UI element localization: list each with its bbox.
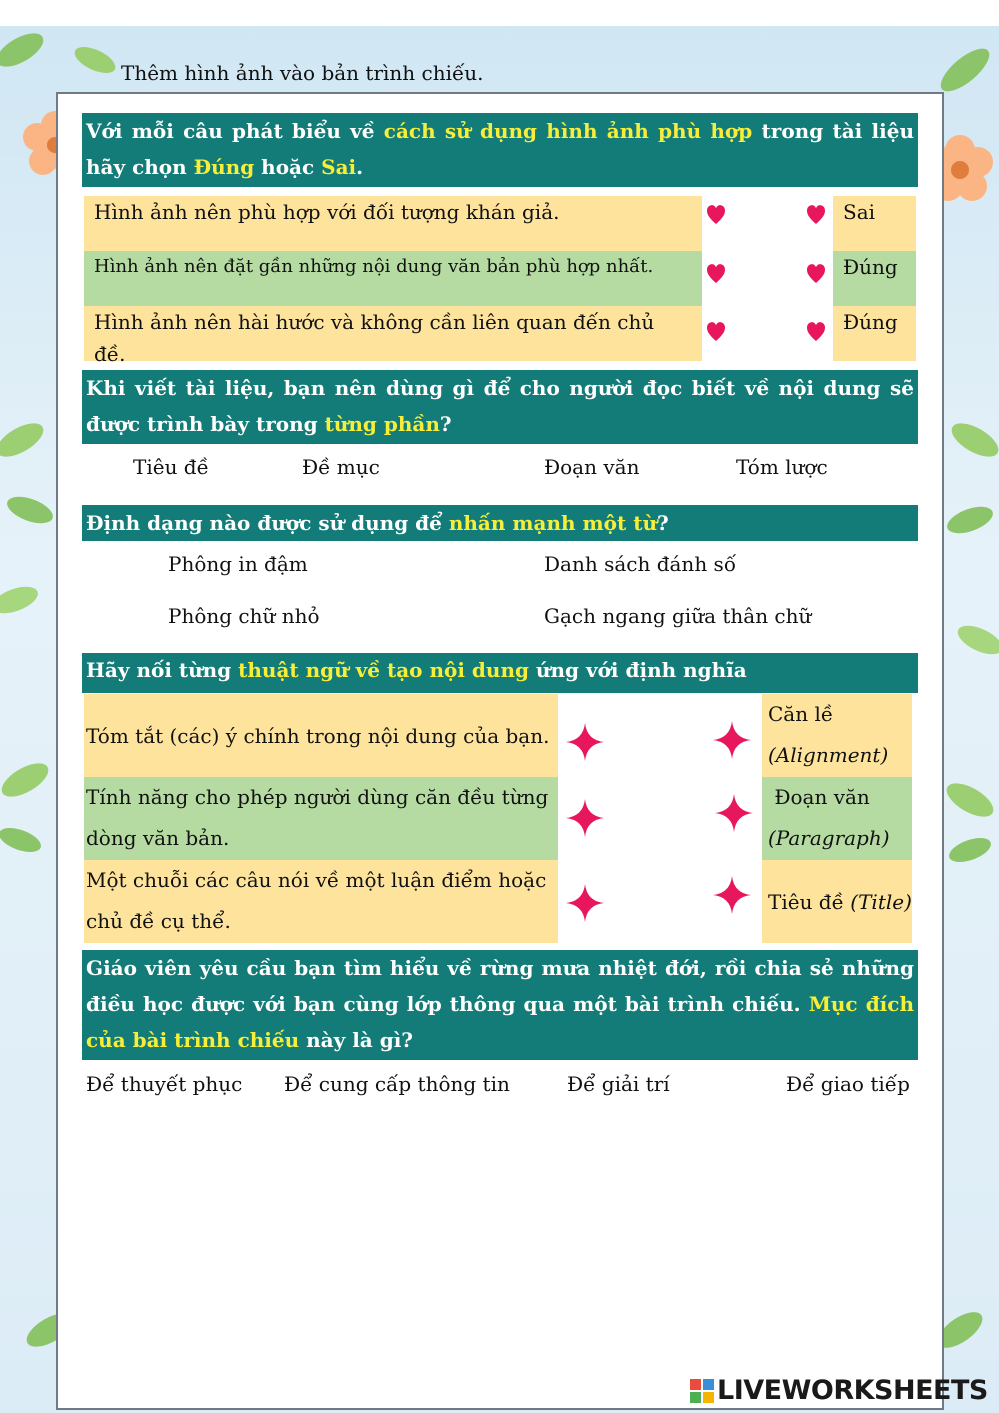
q3-option-1[interactable]: Phông in đậm: [168, 552, 308, 576]
q2-option-4[interactable]: Tóm lược: [736, 455, 828, 479]
q3-option-4[interactable]: Gạch ngang giữa thân chữ: [544, 604, 812, 628]
q5-option-1[interactable]: Để thuyết phục: [86, 1072, 243, 1096]
highlighted-text: nhấn mạnh một từ: [448, 511, 658, 535]
match-heart-icon[interactable]: [807, 264, 825, 284]
highlighted-text: Sai: [321, 155, 357, 179]
header-text: ứng với định nghĩa: [528, 658, 747, 682]
leaf-decoration-bottom-left: [0, 740, 60, 880]
q1-statement-3: Hình ảnh nên hài hước và không cần liên quan đến chủ đề.: [84, 306, 702, 361]
q3-option-2[interactable]: Danh sách đánh số: [544, 552, 737, 576]
header-text: Với mỗi câu phát biểu về: [86, 119, 384, 143]
header-text: trong tài liệu hãy chọn: [86, 119, 914, 179]
q1-statement-1: Hình ảnh nên phù hợp với đối tượng khán giả.: [84, 196, 702, 251]
header-text: Giáo viên yêu cầu bạn tìm hiểu về rừng mưa nhiệt đới, rồi chia sẻ những điều học được với bạn cùng lớp thông qua một bài trình chiếu.: [86, 956, 914, 1016]
match-star-icon[interactable]: [566, 884, 604, 922]
leaf-decoration-right: [935, 400, 999, 700]
header-text: Định dạng nào được sử dụng để: [86, 511, 449, 535]
intro-line: Thêm hình ảnh vào bản trình chiếu.: [121, 61, 484, 85]
match-star-icon[interactable]: [713, 721, 751, 759]
q3-option-3[interactable]: Phông chữ nhỏ: [168, 604, 320, 628]
question-3-header: [82, 505, 918, 541]
highlighted-text: Mục đích của bài trình chiếu: [86, 992, 914, 1052]
question-2-header: [82, 370, 918, 444]
match-heart-icon[interactable]: [707, 322, 725, 342]
header-text: hoặc: [254, 155, 322, 179]
highlighted-text: Đúng: [193, 155, 255, 179]
q2-option-2[interactable]: Đề mục: [302, 455, 380, 479]
match-star-icon[interactable]: [566, 799, 604, 837]
liveworksheets-logo-icon: [690, 1379, 714, 1403]
question-4-header: [82, 653, 918, 693]
q4-term-1: Căn lề (Alignment): [762, 694, 912, 777]
q5-option-4[interactable]: Để giao tiếp: [786, 1072, 910, 1096]
q4-term-3: Tiêu đề (Title): [762, 860, 912, 943]
match-heart-icon[interactable]: [707, 264, 725, 284]
header-text: .: [356, 155, 364, 179]
leaf-decoration-left: [0, 400, 60, 660]
highlighted-text: từng phần: [324, 412, 440, 436]
match-star-icon[interactable]: [713, 876, 751, 914]
header-text: Khi viết tài liệu, bạn nên dùng gì để cho người đọc biết về nội dung sẽ được trình bày trong: [86, 376, 914, 436]
question-5-header: [82, 950, 918, 1060]
q1-answer-2: Đúng: [833, 251, 916, 306]
q1-answer-1: Sai: [833, 196, 916, 251]
header-text: ?: [439, 412, 452, 436]
q4-definition-3: Một chuỗi các câu nói về một luận điểm hoặc chủ đề cụ thể.: [84, 860, 558, 943]
match-star-icon[interactable]: [566, 723, 604, 761]
header-text: ?: [657, 511, 669, 535]
q2-option-1[interactable]: Tiêu đề: [133, 455, 209, 479]
q5-option-3[interactable]: Để giải trí: [567, 1072, 670, 1096]
match-heart-icon[interactable]: [807, 205, 825, 225]
highlighted-text: thuật ngữ về tạo nội dung: [238, 658, 529, 682]
q4-definition-2: Tính năng cho phép người dùng căn đều từng dòng văn bản.: [84, 777, 558, 860]
match-heart-icon[interactable]: [707, 205, 725, 225]
match-heart-icon[interactable]: [807, 322, 825, 342]
q4-term-2: Đoạn văn (Paragraph): [762, 777, 912, 860]
top-band: [0, 0, 999, 26]
question-1-header: [82, 113, 918, 187]
header-text: Hãy nối từng: [86, 658, 239, 682]
match-star-icon[interactable]: [715, 794, 753, 832]
q2-option-3[interactable]: Đoạn văn: [544, 455, 640, 479]
highlighted-text: cách sử dụng hình ảnh phù hợp: [383, 119, 753, 143]
header-text: này là gì?: [299, 1028, 414, 1052]
q5-option-2[interactable]: Để cung cấp thông tin: [284, 1072, 510, 1096]
q4-definition-1: Tóm tắt (các) ý chính trong nội dung của bạn.: [84, 694, 558, 777]
q1-statement-2: Hình ảnh nên đặt gần những nội dung văn bản phù hợp nhất.: [84, 251, 702, 306]
liveworksheets-brand: LIVEWORKSHEETS: [717, 1375, 988, 1406]
q1-answer-3: Đúng: [833, 306, 916, 361]
